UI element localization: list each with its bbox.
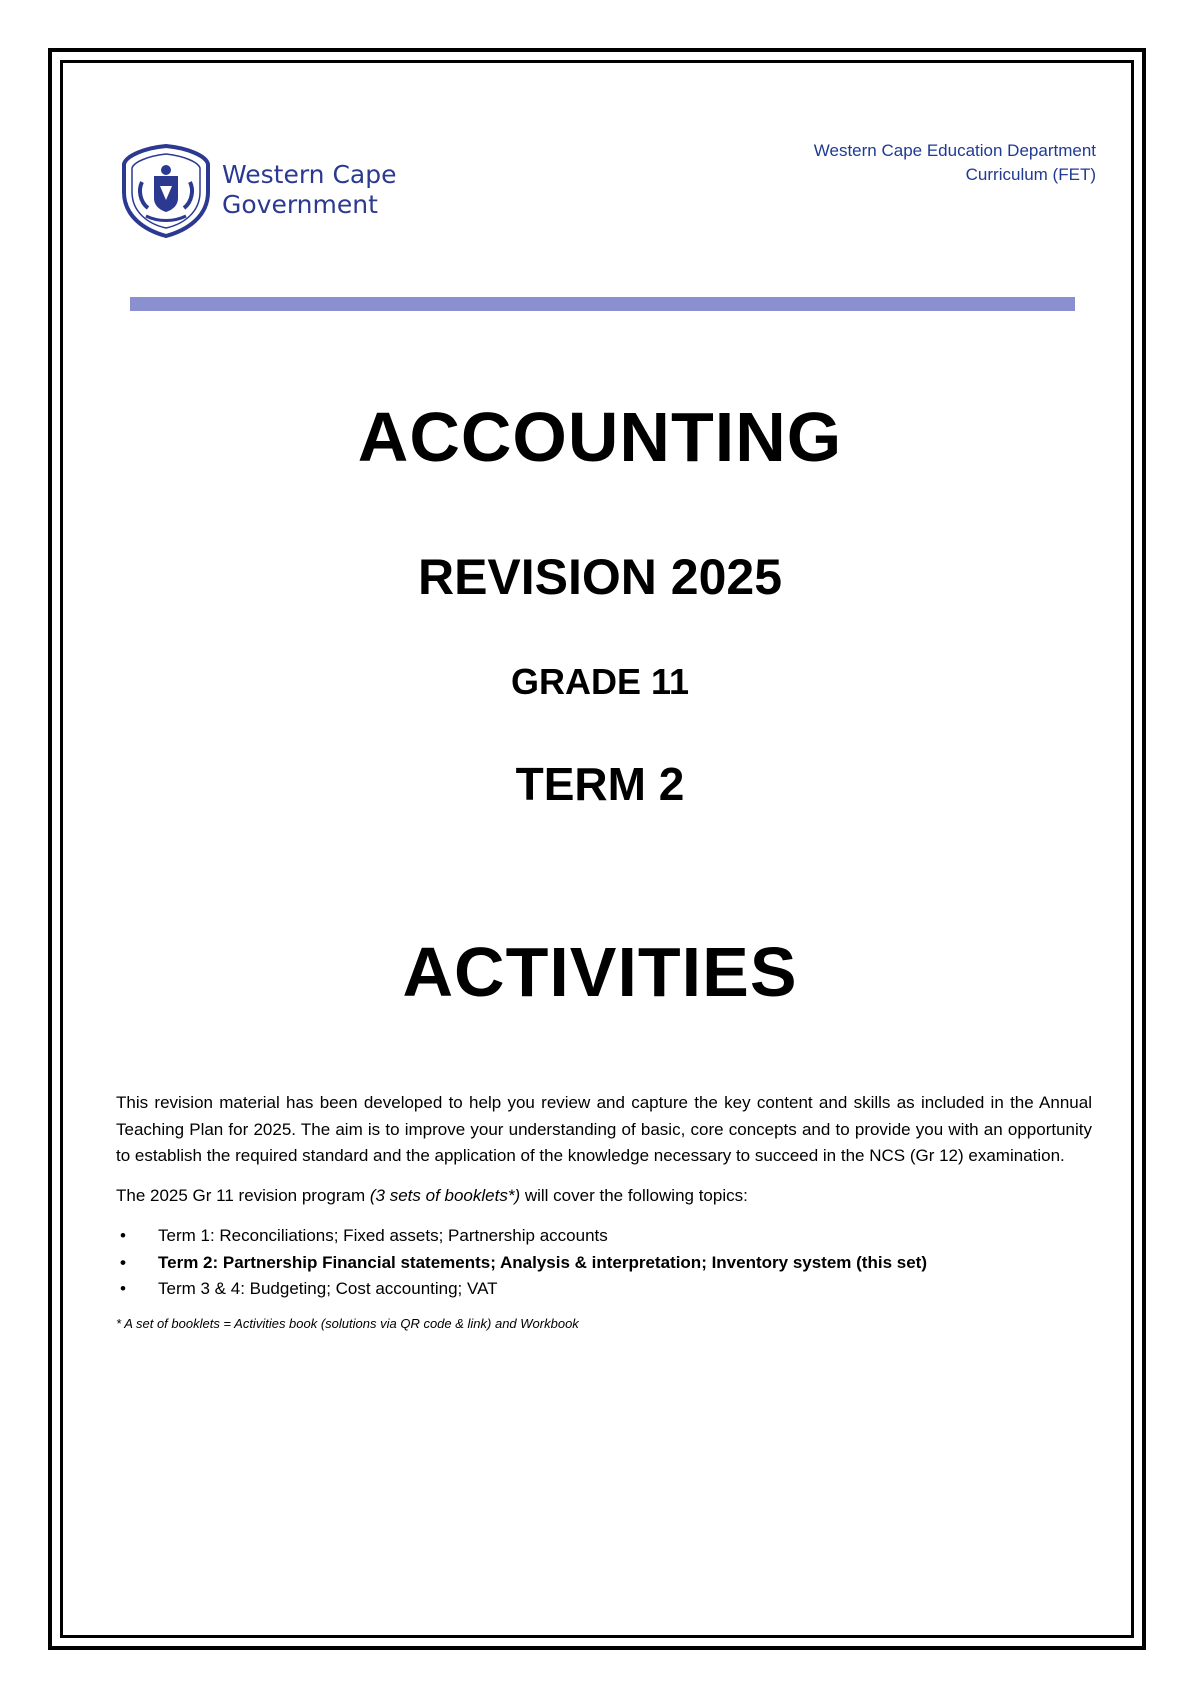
department-division: Curriculum (FET) <box>965 165 1096 184</box>
term-title: TERM 2 <box>515 758 685 810</box>
list-item: • Term 1: Reconciliations; Fixed assets; Partnership accounts <box>116 1223 1092 1250</box>
program-paragraph <box>116 1183 1092 1210</box>
list-item: • Term 3 & 4: Budgeting; Cost accounting; VAT <box>116 1276 1092 1303</box>
program-suffix: will cover the following topics: <box>520 1185 748 1205</box>
list-item: • Term 2: Partnership Financial statements; Analysis & interpretation; Inventory system (this set) <box>116 1250 1092 1277</box>
logo-text-line-1: Western Cape <box>222 160 397 189</box>
footnote: * A set of booklets = Activities book (solutions via QR code & link) and Workbook <box>116 1315 579 1331</box>
accent-bar <box>130 297 1075 311</box>
revision-title: REVISION 2025 <box>417 549 783 605</box>
program-prefix: The 2025 Gr 11 revision program <box>116 1185 370 1205</box>
coat-of-arms-icon <box>118 142 214 238</box>
activities-title: ACTIVITIES <box>402 933 798 1011</box>
western-cape-government-logo <box>118 142 438 240</box>
logo-text <box>222 160 397 220</box>
body-text <box>116 1090 1092 1334</box>
department-heading <box>814 139 1096 187</box>
grade-title: GRADE 11 <box>510 661 690 702</box>
subject-title: ACCOUNTING <box>357 398 843 476</box>
program-italic: (3 sets of booklets*) <box>369 1185 521 1205</box>
department-name: Western Cape Education Department <box>813 141 1096 160</box>
intro-paragraph: This revision material has been developed to help you review and capture the key content and skills as included in the Annual Teaching Plan for 2025. The aim is to improve your understanding of basic, core concepts and to provide you with an opportunity to establish the required standard and the application of the knowledge necessary to succeed in the NCS (Gr 12) examination. <box>116 1093 1092 1165</box>
topics-list <box>116 1223 1092 1303</box>
logo-text-line-2: Government <box>222 190 378 219</box>
